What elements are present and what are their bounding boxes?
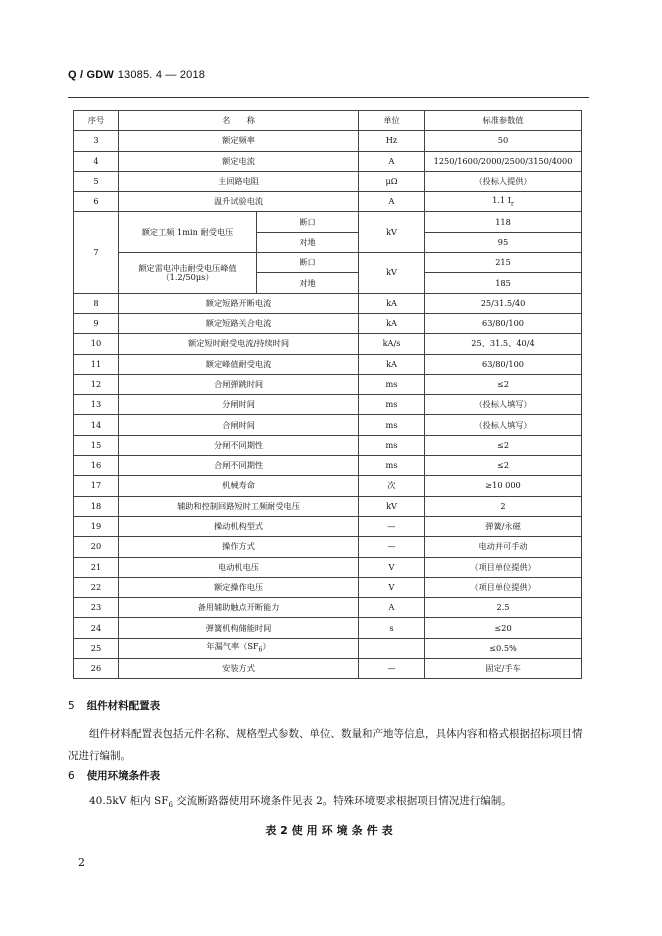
table-row [74, 638, 582, 658]
row-unit: — [359, 516, 425, 536]
row-unit: ms [359, 415, 425, 435]
row-number: 21 [74, 557, 119, 577]
section-6-body: 40.5kV 柜内 $SF_6$ 交流断路器使用环境条件见表 2。特殊环境要求根据项目情况进行编制。 [89, 795, 512, 810]
row-number: 15 [74, 435, 119, 455]
voltage-subitem: 断口 [257, 253, 359, 273]
table-row [74, 659, 582, 679]
row-number: 9 [74, 313, 119, 333]
row-value: 185 [425, 273, 582, 293]
row-unit: ms [359, 435, 425, 455]
row-name: 辅助和控制回路短时工频耐受电压 [119, 496, 359, 516]
row-number: 19 [74, 516, 119, 536]
row-name: 温升试验电流 [119, 192, 359, 212]
row-unit: A [359, 598, 425, 618]
table-row [74, 171, 582, 191]
table-row [74, 374, 582, 394]
header-unit: 单位 [359, 111, 425, 131]
row-unit: — [359, 659, 425, 679]
row-number: 10 [74, 334, 119, 354]
row-value: 50 [425, 131, 582, 151]
row-number: 6 [74, 192, 119, 212]
row-unit: V [359, 557, 425, 577]
row-value: 1250/1600/2000/2500/3150/4000 [425, 151, 582, 171]
row-number: 25 [74, 638, 119, 658]
document-code [68, 68, 205, 81]
table-row-7-sub [74, 253, 582, 273]
standard-prefix: Q / GDW [68, 69, 115, 81]
row-unit: ms [359, 395, 425, 415]
row-value: ≤2 [425, 456, 582, 476]
parameter-table [73, 110, 582, 679]
row-value: 2 [425, 496, 582, 516]
row-value: 固定/手车 [425, 659, 582, 679]
row-name: 分闸不同期性 [119, 435, 359, 455]
row-name: 合闸弹跳时间 [119, 374, 359, 394]
row-name: 备用辅助触点开断能力 [119, 598, 359, 618]
page-number: 2 [78, 856, 85, 869]
row-unit: ms [359, 456, 425, 476]
table-row [74, 456, 582, 476]
row-name: 弹簧机构储能时间 [119, 618, 359, 638]
voltage-subitem: 断口 [257, 212, 359, 232]
row-name: 合闸时间 [119, 415, 359, 435]
row-unit: ms [359, 374, 425, 394]
row-value: 2.5 [425, 598, 582, 618]
row-number: 8 [74, 293, 119, 313]
row-unit: kV [359, 253, 425, 294]
row-name: 分闸时间 [119, 395, 359, 415]
row-name: 额定电流 [119, 151, 359, 171]
row-number: 13 [74, 395, 119, 415]
standard-number: 13085. 4 — 2018 [117, 69, 206, 81]
row-unit: kA [359, 313, 425, 333]
row-value: ≤20 [425, 618, 582, 638]
row-name: 额定峰值耐受电流 [119, 354, 359, 374]
voltage-subitem: 对地 [257, 232, 359, 252]
section-5-heading: 5 组件材料配置表 [68, 700, 161, 712]
row-number: 4 [74, 151, 119, 171]
row-unit: 次 [359, 476, 425, 496]
table-row [74, 334, 582, 354]
row-unit: kA [359, 354, 425, 374]
row-unit: kV [359, 212, 425, 253]
row-unit: V [359, 577, 425, 597]
row-value: 63/80/100 [425, 354, 582, 374]
row-value: 弹簧/永磁 [425, 516, 582, 536]
row-number: 7 [74, 212, 119, 293]
row-value: 63/80/100 [425, 313, 582, 333]
table-row [74, 516, 582, 536]
row-number: 3 [74, 131, 119, 151]
table-row [74, 293, 582, 313]
row-unit: kA [359, 293, 425, 313]
row-name: 年漏气率$(SF_6)$ [119, 638, 359, 658]
row-value: ≤2 [425, 435, 582, 455]
row-name: 额定短路开断电流 [119, 293, 359, 313]
row-number: 26 [74, 659, 119, 679]
voltage-group-label: 额定工频 1min 耐受电压 [119, 212, 257, 253]
table-row [74, 151, 582, 171]
row-name: 合闸不同期性 [119, 456, 359, 476]
table-row-7-sub [74, 212, 582, 232]
row-name: 额定操作电压 [119, 577, 359, 597]
row-value: 25、31.5、40/4 [425, 334, 582, 354]
table-row [74, 435, 582, 455]
table-2-caption: 表 2 使用环境条件表 [265, 824, 397, 837]
row-number: 24 [74, 618, 119, 638]
row-unit: — [359, 537, 425, 557]
row-name: 安装方式 [119, 659, 359, 679]
row-number: 20 [74, 537, 119, 557]
row-unit: Hz [359, 131, 425, 151]
row-number: 5 [74, 171, 119, 191]
row-name: 额定短路关合电流 [119, 313, 359, 333]
row-value: （项目单位提供） [425, 577, 582, 597]
row-unit: A [359, 151, 425, 171]
row-value: 电动并可手动 [425, 537, 582, 557]
row-unit: s [359, 618, 425, 638]
section-6-heading: 6 使用环境条件表 [68, 770, 161, 782]
row-value: 95 [425, 232, 582, 252]
row-number: 17 [74, 476, 119, 496]
row-unit [359, 638, 425, 658]
row-unit: μΩ [359, 171, 425, 191]
row-value: ≥10 000 [425, 476, 582, 496]
row-value: （项目单位提供） [425, 557, 582, 577]
table-row [74, 476, 582, 496]
table-row [74, 415, 582, 435]
header-value: 标准参数值 [425, 111, 582, 131]
row-name: 主回路电阻 [119, 171, 359, 191]
row-value: 118 [425, 212, 582, 232]
header-no: 序号 [74, 111, 119, 131]
row-name: 额定短时耐受电流/持续时间 [119, 334, 359, 354]
row-number: 18 [74, 496, 119, 516]
row-value: （投标人提供） [425, 171, 582, 191]
row-number: 11 [74, 354, 119, 374]
row-name: 电动机电压 [119, 557, 359, 577]
row-value: ≤2 [425, 374, 582, 394]
table-row [74, 313, 582, 333]
table-row [74, 577, 582, 597]
row-name: 额定频率 [119, 131, 359, 151]
row-name: 操动机构型式 [119, 516, 359, 536]
row-number: 22 [74, 577, 119, 597]
table-row [74, 496, 582, 516]
table-row [74, 192, 582, 212]
table-row [74, 598, 582, 618]
row-value: 25/31.5/40 [425, 293, 582, 313]
row-value: （投标人填写） [425, 415, 582, 435]
table-row [74, 557, 582, 577]
voltage-group-label: 额定雷电冲击耐受电压峰值（1.2/50μs） [119, 253, 257, 294]
row-number: 23 [74, 598, 119, 618]
table-row [74, 537, 582, 557]
row-unit: kV [359, 496, 425, 516]
row-value: 215 [425, 253, 582, 273]
table-row [74, 395, 582, 415]
row-number: 12 [74, 374, 119, 394]
row-name: 操作方式 [119, 537, 359, 557]
row-value: ≤0.5% [425, 638, 582, 658]
row-unit: A [359, 192, 425, 212]
header-rule [68, 97, 589, 98]
row-number: 16 [74, 456, 119, 476]
voltage-subitem: 对地 [257, 273, 359, 293]
row-unit: kA/s [359, 334, 425, 354]
header-name: 名 称 [119, 111, 359, 131]
section-5-body: 组件材料配置表包括元件名称、规格型式参数、单位、数量和产地等信息，具体内容和格式根据招标项目情况进行编制。 [68, 728, 583, 762]
row-value: （投标人填写） [425, 395, 582, 415]
row-value: 1.1 $I_r$ [425, 192, 582, 212]
row-number: 14 [74, 415, 119, 435]
table-row [74, 131, 582, 151]
table-row [74, 618, 582, 638]
table-row [74, 354, 582, 374]
row-name: 机械寿命 [119, 476, 359, 496]
table-header-row [74, 111, 582, 131]
